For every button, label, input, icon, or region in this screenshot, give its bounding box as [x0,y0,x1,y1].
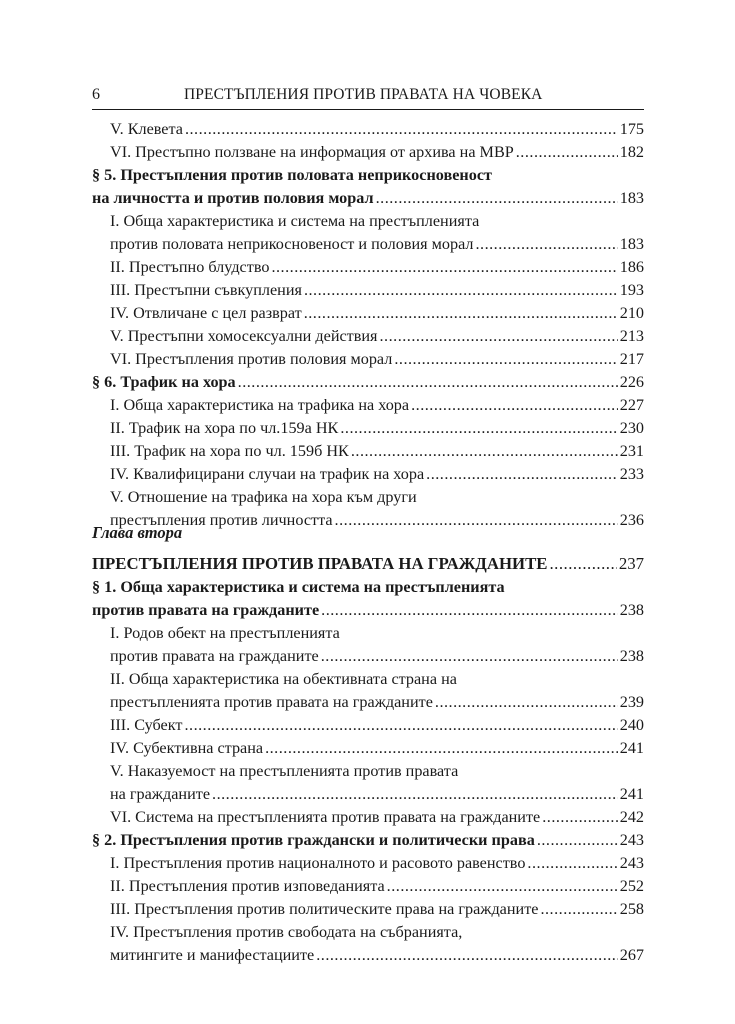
dot-leader [411,394,618,416]
toc-section-heading [92,371,644,393]
toc-page-number: 241 [619,785,644,803]
toc-page-number: 231 [619,442,644,460]
dot-leader [304,302,618,324]
toc-chapter-title [92,553,644,575]
toc-entry-title: VI. Престъпления против половия морал [110,350,393,368]
toc-entry [110,668,644,690]
toc-entry [110,256,644,278]
toc-page-number: 226 [619,373,644,391]
toc-page-number: 210 [619,304,644,322]
toc-page-number: 243 [619,831,644,849]
dot-leader [265,737,618,759]
toc-entry-title: VI. Система на престъпленията против правата на гражданите [110,808,541,826]
toc-entry [110,325,644,347]
dot-leader [426,463,618,485]
toc-entry-title: VI. Престъпно ползване на информация от архива на МВР [110,143,514,161]
toc-entry [110,714,644,736]
toc-page-number: 243 [619,854,644,872]
toc-entry [110,806,644,828]
toc-entry [110,118,644,140]
toc-entry-title: II. Престъпно блудство [110,258,270,276]
toc-entry-title: против правата на гражданите [110,647,319,665]
toc-section-heading [92,187,644,209]
toc-page-number: 213 [619,327,644,345]
toc-entry-title: на гражданите [110,785,211,803]
dot-leader [184,714,617,736]
toc-entry-title: IV. Престъпления против свободата на събранията, [110,923,463,941]
toc-entry [110,210,644,232]
dot-leader [185,118,618,140]
toc-entry-title: I. Обща характеристика на трафика на хора [110,396,410,414]
toc-page-number: 237 [618,554,644,573]
dot-leader [516,141,618,163]
toc-entry [110,417,644,439]
dot-leader [335,509,618,531]
toc-entry [110,898,644,920]
dot-leader [271,256,617,278]
toc-entry [110,509,644,531]
toc-entry-title: митингите и манифестациите [110,946,315,964]
toc-entry [110,279,644,301]
toc-page-number: 252 [619,877,644,895]
toc-page-number: 258 [619,900,644,918]
toc-entry-title: престъпления против личността [110,511,333,529]
dot-leader [537,829,618,851]
dot-leader [549,553,616,575]
toc-entry-title: I. Обща характеристика и система на престъпленията [110,212,480,230]
toc-entry-title: III. Престъпления против политическите права на гражданите [110,900,539,918]
dot-leader [435,691,618,713]
dot-leader [321,599,618,621]
toc-entry-title: § 5. Престъпления против половата неприкосновеност [92,166,492,184]
toc-entry [110,141,644,163]
dot-leader [351,440,618,462]
toc-entry [110,486,644,508]
toc-section-heading [92,599,644,621]
toc-page-number: 227 [619,396,644,414]
toc-page-number: 242 [619,808,644,826]
toc-section-heading [92,576,644,598]
toc-page-number: 230 [619,419,644,437]
toc-entry-title: I. Престъпления против националното и расовото равенство [110,854,526,872]
toc-entry-title: IV. Отвличане с цел разврат [110,304,302,322]
toc-entry-title: III. Престъпни съвкупления [110,281,302,299]
toc-entry [110,622,644,644]
toc-page-number: 241 [619,739,644,757]
dot-leader [340,417,617,439]
toc-entry-title: V. Отношение на трафика на хора към други [110,488,417,506]
toc-entry [110,691,644,713]
toc-entry [110,440,644,462]
toc-entry [110,737,644,759]
toc-entry [110,921,644,943]
toc-section-heading [92,829,644,851]
toc-entry [110,875,644,897]
toc-page-number: 175 [619,120,644,138]
toc-page-number: 236 [619,511,644,529]
dot-leader [380,325,618,347]
toc-entry [110,463,644,485]
dot-leader [475,233,617,255]
toc-entry-title: V. Престъпни хомосексуални действия [110,327,378,345]
toc-entry-title: § 6. Трафик на хора [92,373,236,391]
toc-entry-title: V. Клевета [110,120,183,138]
toc-page-number: 238 [619,647,644,665]
toc-entry-title: III. Субект [110,716,183,734]
toc-entry [110,233,644,255]
toc-entry-title: II. Престъпления против изповеданията [110,877,385,895]
toc-entry-title: IV. Квалифицирани случаи на трафик на хора [110,465,425,483]
toc-entry-title: § 1. Обща характеристика и система на престъпленията [92,578,505,596]
toc-entry-title: против половата неприкосновеност и половия морал [110,235,474,253]
dot-leader [542,806,618,828]
toc-entry [110,645,644,667]
dot-leader [238,371,618,393]
dot-leader [321,645,618,667]
page-number: 6 [92,86,100,103]
dot-leader [316,944,617,966]
running-header [92,83,644,110]
toc-entry-title: V. Наказуемост на престъпленията против правата [110,762,459,780]
toc-entry-title: IV. Субективна страна [110,739,264,757]
toc-entry [110,760,644,782]
toc-page-number: 238 [619,601,644,619]
toc-entry [110,302,644,324]
toc-page-number: 239 [619,693,644,711]
toc-page-number: 267 [619,946,644,964]
toc-entry [110,944,644,966]
dot-leader [212,783,618,805]
toc-page-number: 186 [619,258,644,276]
chapter-label: Глава втора [92,523,183,542]
toc-page-number: 182 [619,143,644,161]
toc-entry [110,394,644,416]
toc-entry [110,348,644,370]
toc-entry-title: § 2. Престъпления против граждански и политически права [92,831,535,849]
toc-entry-title: I. Родов обект на престъпленията [110,624,340,642]
toc-page-number: 233 [619,465,644,483]
dot-leader [540,898,617,920]
toc-entry [110,852,644,874]
toc-entry [110,783,644,805]
toc-entry-title: ПРЕСТЪПЛЕНИЯ ПРОТИВ ПРАВАТА НА ГРАЖДАНИТЕ [92,554,548,573]
dot-leader [387,875,618,897]
dot-leader [376,187,618,209]
toc-entry-title: II. Трафик на хора по чл.159а НК [110,419,339,437]
running-title: ПРЕСТЪПЛЕНИЯ ПРОТИВ ПРАВАТА НА ЧОВЕКА [184,86,543,103]
toc-page-number: 193 [619,281,644,299]
dot-leader [304,279,618,301]
toc-entry-title: III. Трафик на хора по чл. 159б НК [110,442,349,460]
toc-entry-title: престъпленията против правата на гражданите [110,693,433,711]
toc-page-number: 217 [619,350,644,368]
toc-entry-title: на личността и против половия морал [92,189,374,207]
dot-leader [394,348,617,370]
toc-page-number: 183 [619,189,644,207]
toc-section-heading [92,164,644,186]
dot-leader [527,852,617,874]
toc-entry-title: II. Обща характеристика на обективната страна на [110,670,457,688]
toc-page-number: 183 [619,235,644,253]
toc-page-number: 240 [619,716,644,734]
toc-entry-title: против правата на гражданите [92,601,320,619]
